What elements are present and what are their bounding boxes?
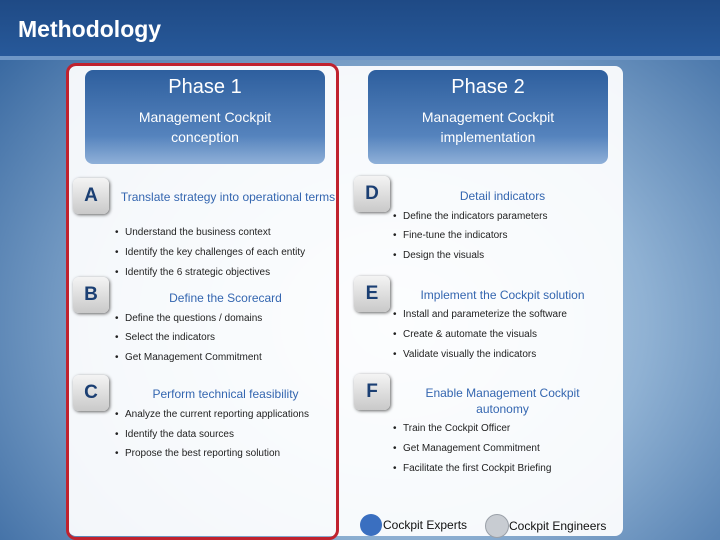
section-a-bullet: • Identify the 6 strategic objectives	[115, 267, 271, 278]
section-c-badge: C	[73, 375, 109, 411]
bullet-marker: •	[115, 352, 119, 363]
title-divider	[0, 56, 720, 60]
legend-engineers-label: Cockpit Engineers	[509, 519, 607, 533]
phase-1-box	[85, 70, 325, 164]
section-e-title: Implement the Cockpit solution	[420, 288, 585, 302]
bullet-marker: •	[393, 423, 397, 434]
section-b-badge: B	[73, 277, 109, 313]
bullet-marker: •	[115, 448, 119, 459]
bullet-marker: •	[115, 267, 119, 278]
section-c-title: Perform technical feasibility	[152, 387, 299, 401]
bullet-marker: •	[393, 443, 397, 454]
section-a-title: Translate strategy into operational terms	[120, 190, 336, 204]
section-e-bullet: • Validate visually the indicators	[393, 349, 537, 360]
section-b-bullet: • Select the indicators	[115, 332, 216, 343]
legend-experts-label: Cockpit Experts	[383, 518, 468, 532]
bullet-marker: •	[115, 247, 119, 258]
section-b-bullet: • Get Management Commitment	[115, 352, 262, 363]
section-e-badge: E	[354, 276, 390, 312]
section-f-bullet: • Facilitate the first Cockpit Briefing	[393, 463, 552, 474]
bullet-marker: •	[393, 329, 397, 340]
phase-1-title: Phase 1	[168, 76, 242, 98]
phase-2-title: Phase 2	[451, 76, 525, 98]
section-f-bullet: • Get Management Commitment	[393, 443, 540, 454]
phase-1-subtitle: Management Cockpit conception	[138, 109, 272, 145]
phase-2-subtitle: Management Cockpit implementation	[421, 109, 555, 145]
bullet-marker: •	[115, 313, 119, 324]
section-c-bullet: • Propose the best reporting solution	[115, 448, 281, 459]
section-b-title: Define the Scorecard	[169, 291, 282, 305]
section-e-bullet: • Create & automate the visuals	[393, 329, 537, 340]
section-b-bullet: • Define the questions / domains	[115, 313, 263, 324]
section-f-badge: F	[354, 374, 390, 410]
bullet-marker: •	[393, 463, 397, 474]
section-f-bullet: • Train the Cockpit Officer	[393, 423, 511, 434]
bullet-marker: •	[393, 309, 397, 320]
section-c-bullet: • Identify the data sources	[115, 429, 234, 440]
section-d-bullet: • Fine-tune the indicators	[393, 230, 508, 241]
phase-2-box	[368, 70, 608, 164]
bullet-marker: •	[393, 211, 397, 222]
section-e-bullet: • Install and parameterize the software	[393, 309, 567, 320]
legend-experts-swatch	[360, 514, 382, 536]
bullet-marker: •	[115, 332, 119, 343]
section-a-badge: A	[73, 178, 109, 214]
section-d-bullet: • Define the indicators parameters	[393, 211, 548, 222]
section-c-bullet: • Analyze the current reporting applications	[115, 409, 309, 420]
bullet-marker: •	[115, 409, 119, 420]
bullet-marker: •	[393, 349, 397, 360]
bullet-marker: •	[115, 227, 119, 238]
section-d-title: Detail indicators	[459, 189, 546, 203]
section-a-bullet: • Identify the key challenges of each entity	[115, 247, 306, 258]
bullet-marker: •	[115, 429, 119, 440]
section-f-title: Enable Management Cockpit autonomy	[425, 386, 580, 416]
bullet-marker: •	[393, 250, 397, 261]
title-bar	[0, 0, 720, 56]
page-title: Methodology	[18, 16, 162, 42]
section-d-badge: D	[354, 176, 390, 212]
bullet-marker: •	[393, 230, 397, 241]
section-a-bullet: • Understand the business context	[115, 227, 271, 238]
legend-engineers-swatch	[485, 514, 509, 538]
section-d-bullet: • Design the visuals	[393, 250, 485, 261]
